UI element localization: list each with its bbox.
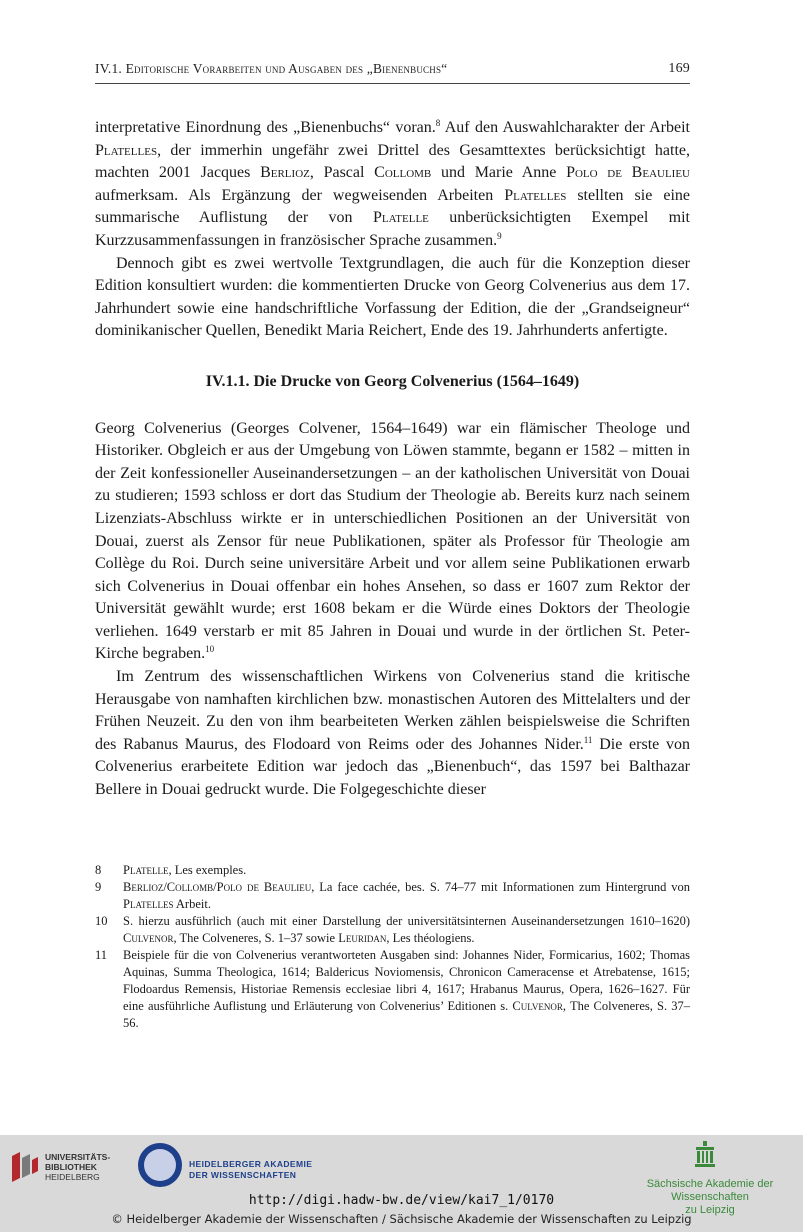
text-run: Die erste von Colvenerius erarbeitete Edition war jedoch das „Bienenbuch“, das 1597 bei Balthazar Bellere in Douai gedruckt wurde. Die Folgegeschichte dieser (95, 735, 690, 799)
footnote (95, 913, 690, 947)
footnote-text (123, 913, 690, 947)
ub-heidelberg-wordmark (45, 1152, 110, 1182)
text-run: , der immerhin ungefähr zwei Drittel des Gesamttextes berücksichtigt hatte, machten 2001 Jacques (95, 141, 690, 182)
footnote-number: 9 (95, 880, 102, 894)
text-run: Arbeit. (173, 897, 211, 911)
running-head (95, 61, 690, 84)
author-name: Polo de Beaulieu (566, 164, 691, 182)
ub-line: UNIVERSITÄTS- (45, 1152, 111, 1162)
paragraph-1 (95, 117, 690, 253)
footnote-number: 11 (95, 948, 108, 962)
ub-heidelberg-logo[interactable] (8, 1148, 128, 1188)
footnote-text (123, 862, 690, 879)
text-run: , The Colveneres, S. 37–56. (123, 999, 690, 1030)
author-name: Leuridan (338, 931, 387, 945)
section-heading: IV.1.1. Die Drucke von Georg Colvenerius (1564–1649) (205, 372, 580, 390)
page-number: 169 (668, 61, 690, 76)
hadw-line: HEIDELBERGER AKADEMIE (189, 1159, 313, 1169)
footnote-ref-11[interactable]: 11 (583, 734, 593, 745)
footnote-number: 8 (95, 863, 102, 877)
text-run: unberücksichtigten Exempel mit Kurzzusammenfassungen in französischer Sprache zusammen. (95, 209, 690, 249)
text-run: , Pascal (309, 164, 375, 182)
saw-line: Sächsische Akademie der Wissenschaften (646, 1178, 774, 1203)
footnote-ref-9[interactable]: 9 (497, 230, 502, 241)
footnote-ref-10[interactable]: 10 (205, 644, 215, 655)
footnote (95, 947, 690, 1032)
text-run: S. hierzu ausführlich (auch mit einer Darstellung der universitätsinternen Auseinandersetzungen 1610–1620) (123, 914, 690, 928)
permalink-url[interactable]: http://digi.hadw-bw.de/view/kai7_1/0170 (248, 1193, 555, 1208)
hadw-line: DER WISSENSCHAFTEN (189, 1170, 297, 1180)
footnote (95, 879, 690, 913)
footnote-ref-8[interactable]: 8 (435, 118, 441, 128)
text-run: Auf den Auswahlcharakter der Arbeit (440, 119, 691, 136)
running-head-title: IV.1. Editorische Vorarbeiten und Ausgaben des „Bienenbuchs“ (95, 61, 448, 76)
author-name: Culvenor (512, 999, 563, 1013)
saw-building-icon (694, 1141, 716, 1167)
footnote (95, 862, 690, 879)
paragraph-2: Dennoch gibt es zwei wertvolle Textgrundlagen, die auch für die Konzeption dieser Edition konsultiert wurden: die kommentierten Drucke von Georg Colvenerius aus dem 17. Jahrhundert sowie eine handschriftliche Vorfassung der Edition, die der „Grandseigneur“ dominikanischer Quellen, Benedikt Maria Reichert, Ende des 19. Jahrhunderts anfertigte. (95, 254, 690, 340)
saw-leipzig-logo[interactable] (620, 1141, 800, 1216)
author-name: Berlioz (260, 164, 310, 182)
hadw-logo[interactable] (138, 1143, 338, 1193)
text-run: , The Colveneres, S. 1–37 sowie (173, 931, 339, 945)
author-name: Collomb (374, 164, 432, 182)
paragraph-4 (95, 666, 690, 802)
text-run: Beispiele für die von Colvenerius verantworteten Ausgaben sind: Johannes Nider, Formicarius, 1602; Thomas Aquinas, Summa Theologica, 1614; Baldericus Noviomensis, Chronicon Cameracense et Atrebatense, 1615; Flodoardus Remensis, Historiae Remensis ecclesiae libri 4, 1617; Hrabanus Maurus, Opera, 1626–1627. Für eine ausführliche Auflistung und Erläuterung von Colvenerius’ Editionen s. (123, 948, 690, 1013)
author-name: Culvenor (123, 931, 174, 945)
text-run: interpretative Einordnung des „Bienenbuchs“ voran. (95, 119, 436, 136)
paragraph-3 (95, 418, 690, 667)
footnote-text (123, 879, 690, 913)
copyright-notice: © Heidelberger Akademie der Wissenschaften / Sächsische Akademie der Wissenschaften zu Leipzig (111, 1212, 692, 1226)
author-name: Berlioz/Collomb/Polo de Beaulieu (123, 880, 312, 894)
text-run: , La face cachée, bes. S. 74–77 mit Informationen zum Hintergrund von (311, 880, 690, 894)
hadw-wordmark (189, 1159, 312, 1181)
author-name: Platelles (504, 186, 567, 204)
text-run: aufmerksam. Als Ergänzung der wegweisenden Arbeiten (95, 186, 505, 204)
author-name: Platelle (372, 209, 429, 227)
hadw-seal-icon (138, 1143, 182, 1187)
text-run: Georg Colvenerius (Georges Colvener, 1564–1649) war ein flämischer Theologe und Historiker. Obgleich er aus der Umgebung von Löwen stammte, begann er 1582 – mitten in der Zeit konfessioneller Auseinandersetzungen – an der katholischen Universität von Douai zu studieren; 1593 schloss er dort das Studium der Theologie ab. Bereits kurz nach seinem Lizenziats-Abschluss wirkte er in unterschiedlichen Positionen an der Universität von Douai, zuerst als Zensor für neue Publikationen, später als Professor für Theologie am Collège du Roi. Durch seine universitäre Arbeit und vor allem seine Publikationen erwarb sich Colvenerius in Douai offenbar ein hohes Ansehen, so dass er 1607 zum Rektor der Universität gewählt wurde; erst 1608 bekam er die Würde eines Doktors der Theologie verliehen. 1649 verstarb er mit 85 Jahren in Douai und wurde in der örtlichen St. Peter-Kirche begraben. (95, 419, 690, 663)
author-name: Platelle (123, 863, 169, 877)
text-run: und Marie Anne (431, 164, 567, 182)
footnotes (95, 862, 690, 1032)
viewer-footer (0, 1135, 803, 1232)
text-run: Im Zentrum des wissenschaftlichen Wirkens von Colvenerius stand die kritische Herausgabe von namhaften kirchlichen bzw. monastischen Autoren des Mittelalters und der Frühen Neuzeit. Zu den von ihm bearbeiteten Werken zählen beispielsweise die Schriften des Rabanus Maurus, des Flodoard von Reims oder des Johannes Nider. (95, 668, 690, 753)
main-text (95, 117, 690, 802)
footnote-text (123, 947, 690, 1032)
footnote-number: 10 (95, 914, 108, 928)
ub-line: HEIDELBERG (45, 1172, 100, 1182)
text-run: stellten sie eine summarische Auflistung der von (95, 186, 690, 227)
ub-line: BIBLIOTHEK (45, 1162, 97, 1172)
ub-heidelberg-mark-icon (8, 1148, 42, 1186)
author-name: Platelles (95, 141, 158, 159)
text-run: , Les théologiens. (386, 931, 475, 945)
text-run: , Les exemples. (168, 863, 247, 877)
saw-line: zu Leipzig (685, 1204, 735, 1216)
author-name: Platelles (123, 897, 174, 911)
